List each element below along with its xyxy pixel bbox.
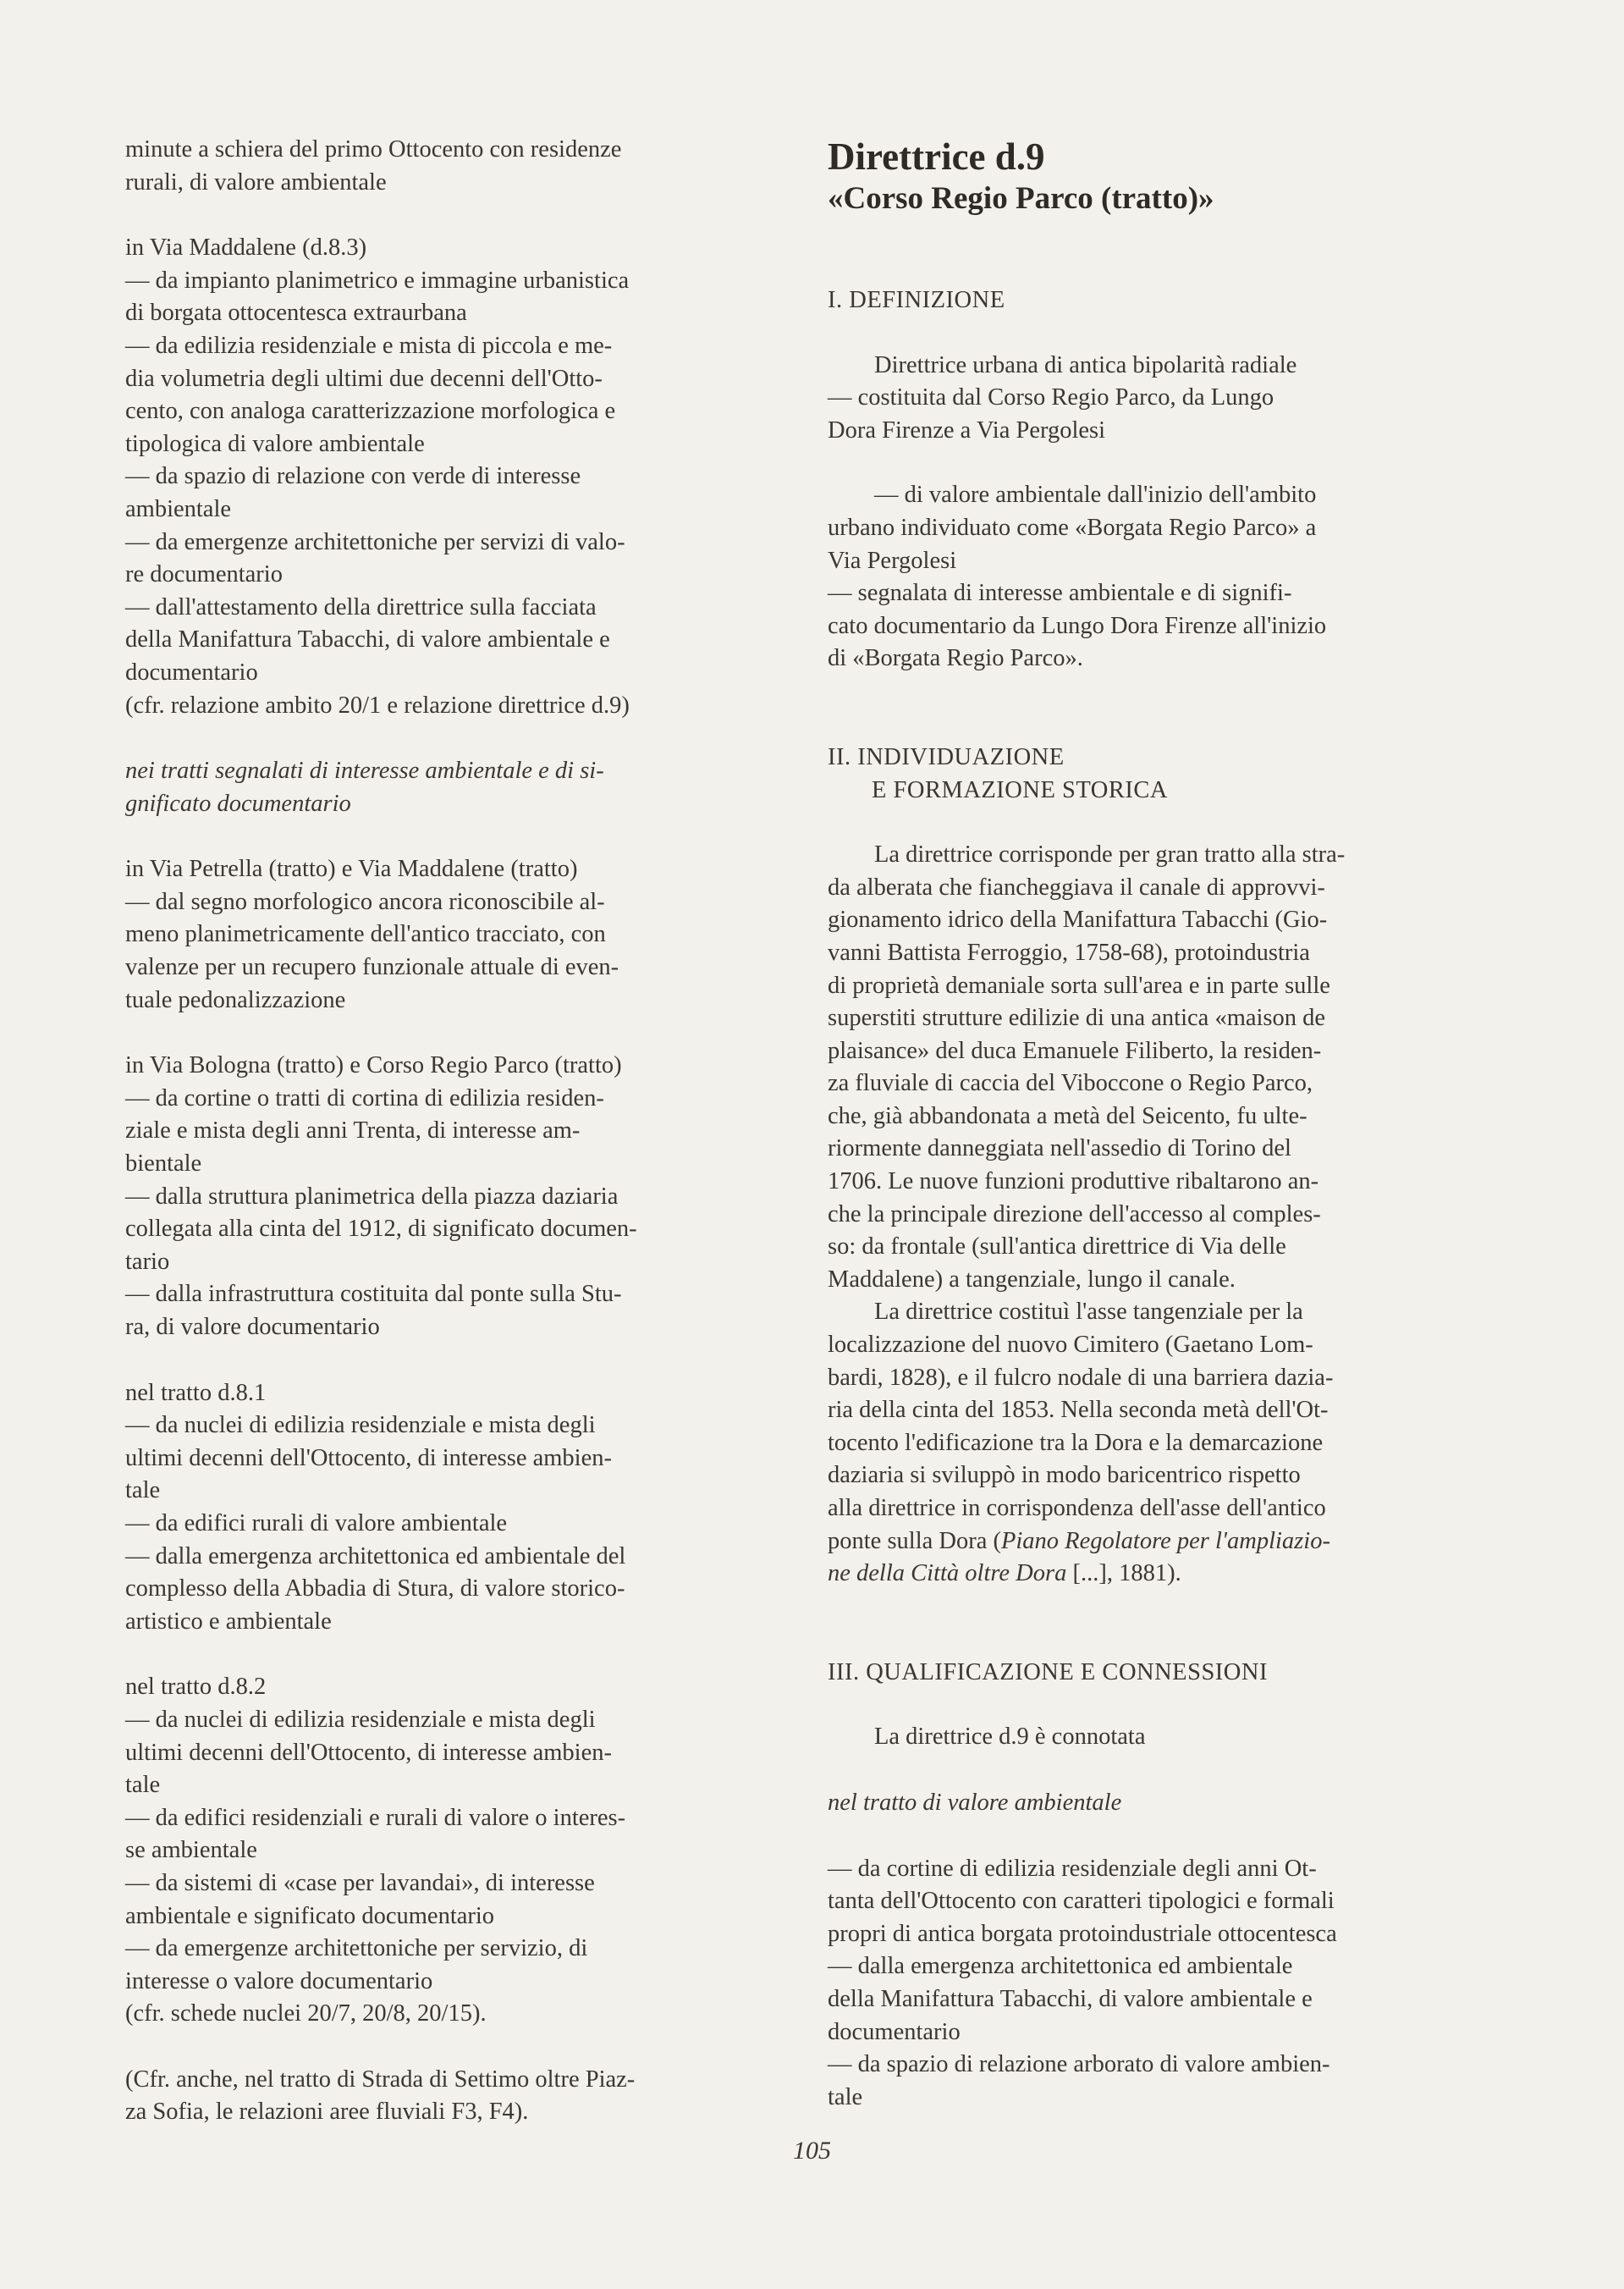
text-line: che, già abbandonata a metà del Seicento, fu ulte- xyxy=(828,1102,1307,1129)
text-line: — dalla infrastruttura costituita dal ponte sulla Stu- xyxy=(125,1281,622,1308)
text-line: re documentario xyxy=(125,561,283,588)
text-line: di borgata ottocentesca extraurbana xyxy=(125,300,467,327)
italic-title: ne della Città oltre Dora xyxy=(828,1560,1067,1587)
text-line: artistico e ambientale xyxy=(125,1608,332,1635)
text-line: ra, di valore documentario xyxy=(125,1314,380,1340)
paragraph xyxy=(828,479,1460,676)
text-line: Direttrice urbana di antica bipolarità radiale xyxy=(874,351,1297,378)
text-line: valenze per un recupero funzionale attuale di even- xyxy=(125,954,619,981)
text-line: — da cortine di edilizia residenziale degli anni Ot- xyxy=(828,1855,1317,1882)
text-line: — da emergenze architettoniche per servizio, di xyxy=(125,1935,588,1962)
text-line: — di valore ambientale dall'inizio dell'ambito xyxy=(874,482,1317,509)
italic-title: Piano Regolatore per l'ampliazio- xyxy=(1000,1527,1330,1554)
text-line: (cfr. schede nuclei 20/7, 20/8, 20/15). xyxy=(125,2000,487,2027)
text-line: — da nuclei di edilizia residenziale e mista degli xyxy=(125,1706,596,1733)
text-line: La direttrice corrisponde per gran tratto alla stra- xyxy=(874,841,1346,869)
text-span: ponte sulla Dora ( xyxy=(828,1527,1001,1554)
text-line: tale xyxy=(125,1772,161,1799)
text-line: in Via Maddalene (d.8.3) xyxy=(125,234,367,262)
text-line: minute a schiera del primo Ottocento con residenze xyxy=(125,136,622,163)
text-line: nel tratto d.8.2 xyxy=(125,1674,267,1701)
text-line: che la principale direzione dell'accesso al comples- xyxy=(828,1200,1321,1227)
text-line: localizzazione del nuovo Cimitero (Gaetano Lom- xyxy=(828,1332,1313,1359)
italic-subheading xyxy=(125,755,756,820)
text-line: meno planimetricamente dell'antico tracciato, con xyxy=(125,921,606,948)
text-line: urbano individuato come «Borgata Regio Parco» a xyxy=(828,514,1317,541)
paragraph xyxy=(828,1296,1460,1590)
left-column xyxy=(125,134,756,2162)
text-line: collegata alla cinta del 1912, di significato documen- xyxy=(125,1216,637,1243)
text-line: (Cfr. anche, nel tratto di Strada di Settimo oltre Piaz- xyxy=(125,2066,636,2093)
text-line: tuale pedonalizzazione xyxy=(125,986,346,1013)
text-line: riormente danneggiata nell'assedio di Torino del xyxy=(828,1135,1291,1162)
text-line: superstiti strutture edilizie di una antica «maison de xyxy=(828,1005,1326,1032)
text-line: Via Pergolesi xyxy=(828,547,957,574)
section-title: Direttrice d.9 xyxy=(828,135,1045,178)
text-line: — da sistemi di «case per lavandai», di interesse xyxy=(125,1869,595,1896)
text-line: tocento l'edificazione tra la Dora e la demarcazione xyxy=(828,1429,1324,1456)
text-line: in Via Bologna (tratto) e Corso Regio Parco (tratto) xyxy=(125,1052,622,1079)
text-line: tale xyxy=(125,1477,161,1504)
text-line: tario xyxy=(125,1248,170,1275)
heading-definizione: I. DEFINIZIONE xyxy=(828,287,1005,313)
text-line: rurali, di valore ambientale xyxy=(125,168,387,196)
paragraph xyxy=(125,2064,756,2129)
text-line: (cfr. relazione ambito 20/1 e relazione direttrice d.9) xyxy=(125,692,630,719)
text-line: plaisance» del duca Emanuele Filiberto, la residen- xyxy=(828,1037,1322,1064)
text-line: La direttrice costituì l'asse tangenziale per la xyxy=(874,1299,1303,1326)
text-line: della Manifattura Tabacchi, di valore ambientale e xyxy=(125,626,610,654)
heading-qualificazione: III. QUALIFICAZIONE E CONNESSIONI xyxy=(828,1658,1268,1685)
text-line: gnificato documentario xyxy=(125,790,351,817)
text-line: tipologica di valore ambientale xyxy=(125,430,425,457)
paragraph-last-line xyxy=(828,1525,1460,1558)
text-line: daziaria si sviluppò in modo baricentrico rispetto xyxy=(828,1462,1301,1489)
text-line: Dora Firenze a Via Pergolesi xyxy=(828,416,1106,444)
paragraph xyxy=(125,1671,756,2031)
text-line: — da edifici residenziali e rurali di valore o interes- xyxy=(125,1804,626,1831)
text-line: za fluviale di caccia del Viboccone o Regio Parco, xyxy=(828,1070,1313,1097)
text-line: dia volumetria degli ultimi due decenni dell'Otto- xyxy=(125,365,603,392)
text-line: da alberata che fiancheggiava il canale di approvvi- xyxy=(828,874,1325,901)
text-line: interesse o valore documentario xyxy=(125,1967,433,1994)
paragraph xyxy=(828,1853,1460,2115)
text-line: di «Borgata Regio Parco». xyxy=(828,645,1083,672)
italic-subheading: nel tratto di valore ambientale xyxy=(828,1789,1122,1816)
text-line: in Via Petrella (tratto) e Via Maddalene (tratto) xyxy=(125,856,578,883)
paragraph: La direttrice d.9 è connotata xyxy=(874,1724,1146,1751)
text-line: — da emergenze architettoniche per servizi di valo- xyxy=(125,528,625,555)
paragraph xyxy=(125,134,756,199)
paragraph-last-line-2 xyxy=(828,1558,1460,1591)
paragraph-body xyxy=(828,1296,1460,1525)
text-line: 1706. Le nuove funzioni produttive ribaltarono an- xyxy=(828,1168,1319,1195)
text-line: cato documentario da Lungo Dora Firenze all'inizio xyxy=(828,612,1327,639)
text-line: — da spazio di relazione con verde di interesse xyxy=(125,463,581,490)
text-line: — da cortine o tratti di cortina di edilizia residen- xyxy=(125,1084,604,1111)
text-line: ria della cinta del 1853. Nella seconda metà dell'Ot- xyxy=(828,1397,1329,1424)
paragraph xyxy=(828,350,1460,448)
paragraph xyxy=(125,1377,756,1639)
text-line: vanni Battista Ferroggio, 1758-68), protoindustria xyxy=(828,939,1310,966)
text-line: Maddalene) a tangenziale, lungo il canale. xyxy=(828,1266,1236,1293)
text-line: bientale xyxy=(125,1150,202,1178)
text-line: — da impianto planimetrico e immagine urbanistica xyxy=(125,267,630,294)
text-line: complesso della Abbadia di Stura, di valore storico- xyxy=(125,1575,625,1602)
text-span: [...], 1881). xyxy=(1066,1560,1181,1587)
text-line: ambientale xyxy=(125,495,232,522)
text-line: della Manifattura Tabacchi, di valore ambientale e xyxy=(828,1985,1313,2012)
text-line: II. INDIVIDUAZIONE xyxy=(828,743,1065,770)
text-line: nel tratto d.8.1 xyxy=(125,1379,267,1406)
text-line: ziale e mista degli anni Trenta, di interesse am- xyxy=(125,1117,581,1144)
text-line: — costituita dal Corso Regio Parco, da Lungo xyxy=(828,384,1274,411)
text-line: documentario xyxy=(828,2018,961,2045)
text-line: — dalla emergenza architettonica ed ambientale xyxy=(828,1953,1293,1980)
text-line: — da edifici rurali di valore ambientale xyxy=(125,1509,508,1536)
text-line: — da nuclei di edilizia residenziale e mista degli xyxy=(125,1412,596,1439)
text-line: za Sofia, le relazioni aree fluviali F3, F4). xyxy=(125,2099,529,2126)
text-line: E FORMAZIONE STORICA xyxy=(872,776,1168,803)
text-line: tale xyxy=(828,2083,863,2110)
text-line: alla direttrice in corrispondenza dell'asse dell'antico xyxy=(828,1495,1326,1521)
text-line: ultimi decenni dell'Ottocento, di interesse ambien- xyxy=(125,1444,612,1471)
section-subtitle: «Corso Regio Parco (tratto)» xyxy=(828,181,1214,216)
text-line: — da spazio di relazione arborato di valore ambien- xyxy=(828,2051,1330,2078)
text-line: cento, con analoga caratterizzazione morfologica e xyxy=(125,398,616,425)
heading-individuazione xyxy=(828,742,1460,807)
text-line: gionamento idrico della Manifattura Tabacchi (Gio- xyxy=(828,907,1328,934)
text-line: — dal segno morfologico ancora riconoscibile al- xyxy=(125,888,605,915)
paragraph xyxy=(125,1050,756,1343)
text-line: nei tratti segnalati di interesse ambientale e di si- xyxy=(125,758,604,785)
text-line: bardi, 1828), e il fulcro nodale di una barriera dazia- xyxy=(828,1364,1334,1391)
text-line: — dall'attestamento della direttrice sulla facciata xyxy=(125,593,597,621)
text-line: — dalla struttura planimetrica della piazza daziaria xyxy=(125,1183,619,1210)
text-line: — dalla emergenza architettonica ed ambientale del xyxy=(125,1542,626,1569)
page-number: 105 xyxy=(793,2137,831,2165)
text-line: tanta dell'Ottocento con caratteri tipologici e formali xyxy=(828,1888,1335,1915)
text-line: propri di antica borgata protoindustriale ottocentesca xyxy=(828,1920,1337,1947)
text-line: documentario xyxy=(125,659,258,686)
text-line: — da edilizia residenziale e mista di piccola e me- xyxy=(125,332,613,359)
paragraph xyxy=(125,232,756,722)
text-line: — segnalata di interesse ambientale e di signifi- xyxy=(828,580,1292,607)
text-line: se ambientale xyxy=(125,1837,257,1864)
right-column xyxy=(828,134,1460,2114)
text-line: di proprietà demaniale sorta sull'area e in parte sulle xyxy=(828,972,1330,999)
paragraph xyxy=(828,839,1460,1296)
text-line: ultimi decenni dell'Ottocento, di interesse ambien- xyxy=(125,1739,612,1766)
paragraph xyxy=(125,853,756,1017)
text-line: so: da frontale (sull'antica direttrice di Via delle xyxy=(828,1233,1286,1260)
text-line: ambientale e significato documentario xyxy=(125,1902,495,1929)
